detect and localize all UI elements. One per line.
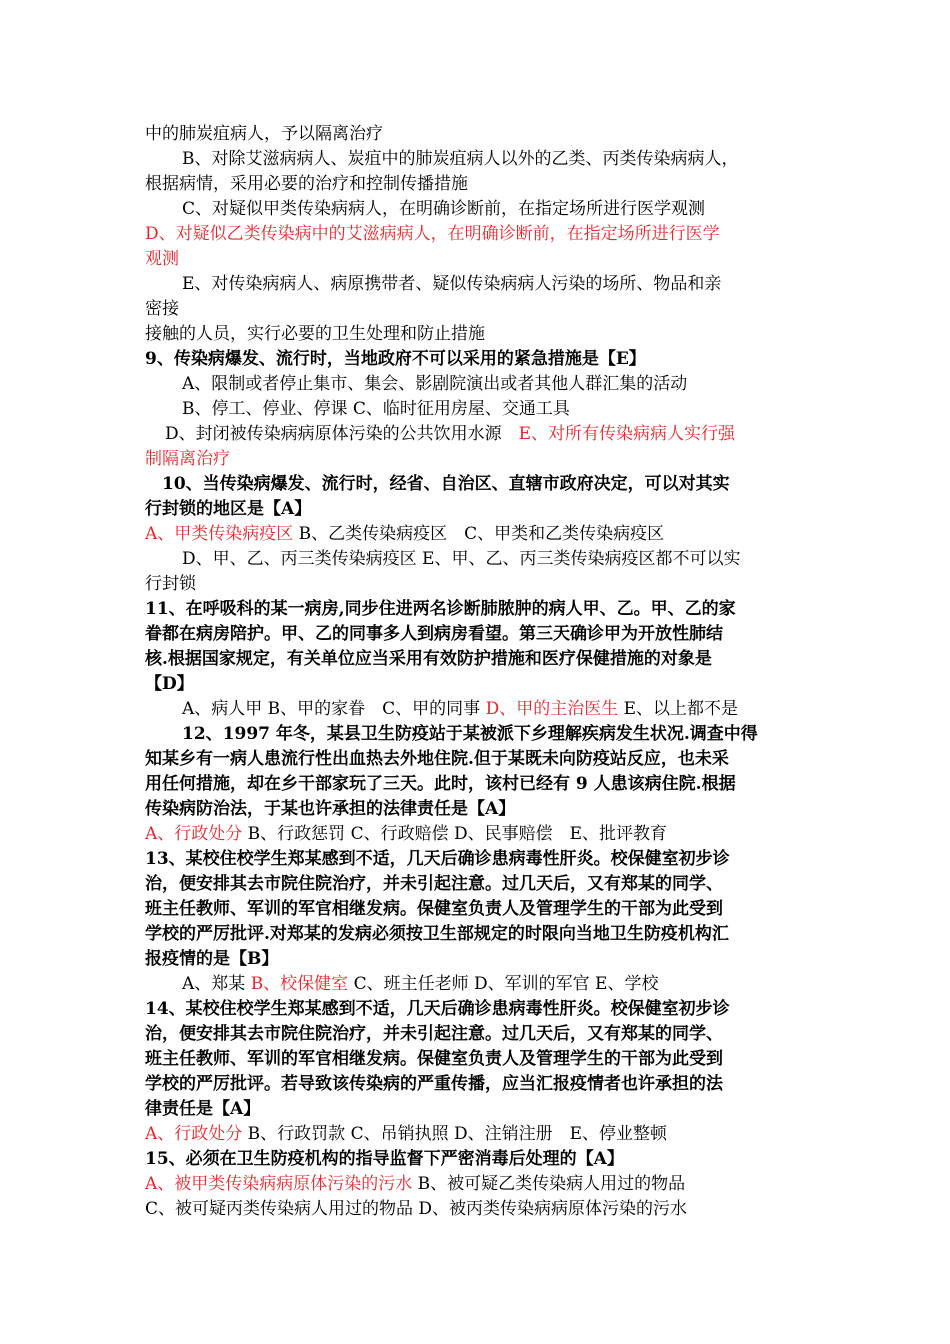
question-line: [145, 997, 815, 1022]
text-line: [145, 1197, 815, 1222]
text-segment: 行封锁的地区是【A】: [145, 499, 312, 519]
answer-highlight: A、甲类传染病疫区: [145, 524, 294, 544]
question-line: [145, 1097, 815, 1122]
text-segment: 传染病防治法，于某也许承担的法律责任是【A】: [145, 799, 516, 819]
text-segment: 治，便安排其去市院住院治疗，并未引起注意。过几天后，又有郑某的同学、: [145, 874, 723, 894]
text-line: [145, 1122, 815, 1147]
answer-highlight: A、被甲类传染病病原体污染的污水: [145, 1174, 413, 1194]
text-line: [145, 197, 815, 222]
question-line: [145, 647, 815, 672]
text-segment: 律责任是【A】: [145, 1099, 261, 1119]
text-line: [145, 972, 815, 997]
text-segment: D、封闭被传染病病原体污染的公共饮用水源: [165, 424, 519, 444]
text-line: [145, 297, 815, 322]
text-segment: 学校的严厉批评.对郑某的发病必须按卫生部规定的时限向当地卫生防疫机构汇: [145, 924, 729, 944]
text-segment: B、行政惩罚 C、行政赔偿 D、民事赔偿 E、批评教育: [242, 824, 668, 844]
text-segment: 中的肺炭疽病人，予以隔离治疗: [145, 124, 383, 144]
question-line: [145, 597, 815, 622]
text-segment: 核.根据国家规定，有关单位应当采用有效防护措施和医疗保健措施的对象是: [145, 649, 712, 669]
text-segment: 根据病情，采用必要的治疗和控制传播措施: [145, 174, 468, 194]
text-line: [145, 1172, 815, 1197]
text-segment: 【D】: [145, 674, 194, 694]
text-segment: C、对疑似甲类传染病病人，在明确诊断前，在指定场所进行医学观测: [182, 199, 706, 219]
text-segment: 密接: [145, 299, 179, 319]
text-line: [145, 822, 815, 847]
text-segment: 报疫情的是【B】: [145, 949, 279, 969]
text-line: [145, 547, 815, 572]
document-body: [145, 122, 815, 1222]
text-line: [145, 247, 815, 272]
text-segment: B、停工、停业、停课 C、临时征用房屋、交通工具: [182, 399, 570, 419]
text-line: [145, 372, 815, 397]
question-line: [145, 747, 815, 772]
text-segment: B、对除艾滋病病人、炭疽中的肺炭疽病人以外的乙类、丙类传染病病人，: [182, 149, 739, 169]
answer-highlight: A、行政处分: [145, 824, 243, 844]
question-line: [145, 1047, 815, 1072]
text-segment: 治，便安排其去市院住院治疗，并未引起注意。过几天后，又有郑某的同学、: [145, 1024, 723, 1044]
text-segment: 眷都在病房陪护。甲、乙的同事多人到病房看望。第三天确诊甲为开放性肺结: [145, 624, 723, 644]
question-line: [145, 1022, 815, 1047]
text-segment: 班主任教师、军训的军官相继发病。保健室负责人及管理学生的干部为此受到: [145, 1049, 723, 1069]
text-segment: B、被可疑乙类传染病人用过的物品: [412, 1174, 686, 1194]
text-segment: A、郑某: [182, 974, 251, 994]
text-line: [145, 147, 815, 172]
text-line: [145, 397, 815, 422]
question-line: [145, 772, 815, 797]
question-line: [145, 1072, 815, 1097]
text-segment: 用任何措施，却在乡干部家玩了三天。此时，该村已经有 9 人患该病住院.根据: [145, 774, 736, 794]
text-line: [145, 122, 815, 147]
text-segment: 行封锁: [145, 574, 196, 594]
question-line: [145, 872, 815, 897]
text-segment: 12、1997 年冬，某县卫生防疫站于某被派下乡理解疾病发生状况.调查中得: [182, 724, 758, 744]
text-line: [145, 697, 815, 722]
question-line: [145, 722, 815, 747]
text-line: [145, 447, 815, 472]
question-line: [145, 1147, 815, 1172]
answer-highlight: A、行政处分: [145, 1124, 243, 1144]
answer-highlight: B、校保健室: [250, 974, 349, 994]
text-segment: C、被可疑丙类传染病人用过的物品 D、被丙类传染病病原体污染的污水: [145, 1199, 688, 1219]
text-segment: 知某乡有一病人患流行性出血热去外地住院.但于某既未向防疫站反应，也未采: [145, 749, 729, 769]
question-line: [145, 472, 815, 497]
text-segment: 学校的严厉批评。若导致该传染病的严重传播，应当汇报疫情者也许承担的法: [145, 1074, 723, 1094]
answer-highlight: D、甲的主治医生: [485, 699, 619, 719]
text-segment: E、对传染病病人、病原携带者、疑似传染病病人污染的场所、物品和亲: [182, 274, 722, 294]
text-line: [145, 222, 815, 247]
question-line: [145, 897, 815, 922]
answer-highlight: 制隔离治疗: [145, 449, 230, 469]
text-segment: E、以上都不是: [618, 699, 739, 719]
text-line: [145, 272, 815, 297]
text-segment: B、乙类传染病疫区 C、甲类和乙类传染病疫区: [293, 524, 665, 544]
text-segment: A、限制或者停止集市、集会、影剧院演出或者其他人群汇集的活动: [182, 374, 688, 394]
question-line: [145, 947, 815, 972]
text-line: [145, 422, 815, 447]
text-line: [145, 572, 815, 597]
answer-highlight: D、对疑似乙类传染病中的艾滋病病人，在明确诊断前，在指定场所进行医学: [145, 224, 720, 244]
text-segment: 10、当传染病爆发、流行时，经省、自治区、直辖市政府决定，可以对其实: [162, 474, 730, 494]
text-line: [145, 172, 815, 197]
answer-highlight: E、对所有传染病病人实行强: [518, 424, 736, 444]
text-line: [145, 522, 815, 547]
text-segment: 11、在呼吸科的某一病房,同步住进两名诊断肺脓肿的病人甲、乙。甲、乙的家: [145, 599, 736, 619]
text-segment: 13、某校住校学生郑某感到不适，几天后确诊患病毒性肝炎。校保健室初步诊: [145, 849, 730, 869]
text-segment: D、甲、乙、丙三类传染病疫区 E、甲、乙、丙三类传染病疫区都不可以实: [182, 549, 741, 569]
question-line: [145, 672, 815, 697]
text-segment: 9、传染病爆发、流行时，当地政府不可以采用的紧急措施是【E】: [145, 349, 646, 369]
text-segment: 15、必须在卫生防疫机构的指导监督下严密消毒后处理的【A】: [145, 1149, 624, 1169]
question-line: [145, 347, 815, 372]
question-line: [145, 847, 815, 872]
question-line: [145, 497, 815, 522]
text-segment: B、行政罚款 C、吊销执照 D、注销注册 E、停业整顿: [242, 1124, 668, 1144]
question-line: [145, 797, 815, 822]
text-segment: 接触的人员，实行必要的卫生处理和防止措施: [145, 324, 485, 344]
text-segment: 14、某校住校学生郑某感到不适，几天后确诊患病毒性肝炎。校保健室初步诊: [145, 999, 730, 1019]
text-segment: A、病人甲 B、甲的家眷 C、甲的同事: [182, 699, 486, 719]
text-segment: C、班主任老师 D、军训的军官 E、学校: [348, 974, 659, 994]
question-line: [145, 622, 815, 647]
answer-highlight: 观测: [145, 249, 179, 269]
text-segment: 班主任教师、军训的军官相继发病。保健室负责人及管理学生的干部为此受到: [145, 899, 723, 919]
question-line: [145, 922, 815, 947]
text-line: [145, 322, 815, 347]
